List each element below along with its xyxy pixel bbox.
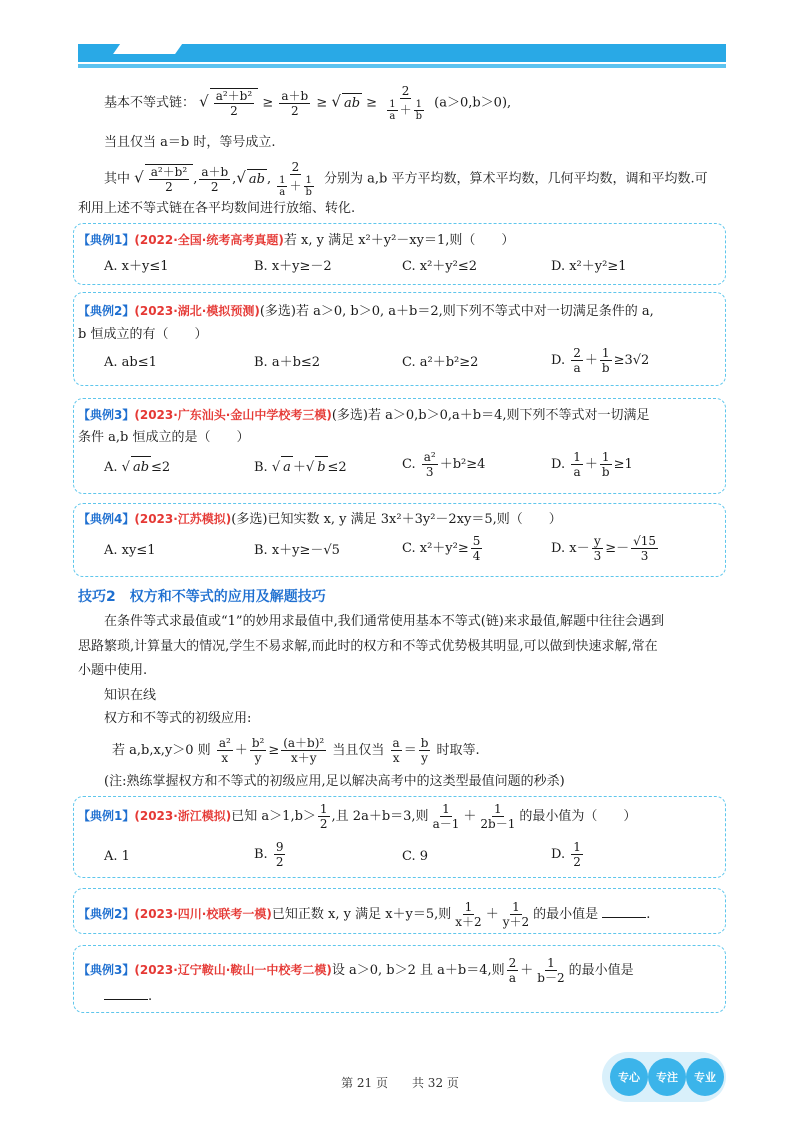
example-7-blank: . [104,986,152,1008]
answer-blank[interactable] [602,905,646,918]
section-paragraph-3: 小题中使用. [78,663,148,678]
section-title: 技巧2 权方和不等式的应用及解题技巧 [78,589,326,605]
example-4-stem: 【典例4】(2023·江苏模拟)(多选)已知实数 x, y 满足 3x²＋3y²－2xy＝5,则（ ） [78,512,562,527]
example-5-stem: 【典例1】(2023·浙江模拟)已知 a＞1,b＞ $\frac{1}{2}$ ,且 2a＋b＝3,则 $\frac{1}{a-1}$ ＋ $\frac{1}{2b-1}$ 的最小值为（ ） [78,802,637,831]
option-c[interactable]: C. x²＋y²≤2 [402,259,478,274]
inequality-chain: 基本不等式链： √ $\frac{\text{a²＋b²}}{2}$ ≥ $\frac{a+b}{2}$ ≥ √ ab ≥ 2 $\frac{1}{a}$ ＋ $\frac{1}{b}$ (a＞0,b＞0), [104,84,512,122]
example-2-stem-cont: b 恒成立的有（ ） [78,327,208,342]
note: (注:熟练掌握权方和不等式的初级应用,足以解决高考中的这类型最值问题的秒杀) [104,774,565,789]
example-1-stem: 【典例1】(2022·全国·统考高考真题)若 x, y 满足 x²＋y²－xy＝1,则（ ） [78,233,515,248]
page-number: 第 21 页 共 32 页 [341,1076,459,1090]
option-c[interactable]: C. x²＋y²≥ $\frac{5}{4}$ [402,534,481,563]
option-b[interactable]: B. a＋b≤2 [254,355,321,370]
option-d[interactable]: D. $\frac{1}{2}$ [551,840,581,869]
badge-attention: 专注 [648,1058,686,1096]
option-d[interactable]: D. x－ $\frac{y}{3}$ ≥－ $\frac{√15}{3}$ [551,534,657,563]
badge-professional: 专业 [686,1058,724,1096]
example-2-stem: 【典例2】(2023·湖北·模拟预测)(多选)若 a＞0, b＞0, a＋b＝2,则下列不等式中对一切满足条件的 a, [78,304,654,319]
option-a[interactable]: A. 1 [104,849,130,864]
option-a[interactable]: A. ab≤1 [104,355,157,370]
badge-focus: 专心 [610,1058,648,1096]
example-3-stem-cont: 条件 a,b 恒成立的是（ ） [78,430,250,445]
answer-blank[interactable] [104,987,148,1000]
option-c[interactable]: C. 9 [402,849,429,864]
knowledge-subheading: 权方和不等式的初级应用: [104,711,252,726]
option-a[interactable]: A. x＋y≤1 [104,259,169,274]
option-b[interactable]: B. x＋y≥－2 [254,259,332,274]
option-c[interactable]: C. $\frac{\text{a²}}{3}$ ＋b²≥4 [402,450,486,479]
option-d[interactable]: D. $\frac{1}{a}$ ＋ $\frac{1}{b}$ ≥1 [551,450,633,479]
option-d[interactable]: D. x²＋y²≥1 [551,259,627,274]
section-paragraph-2: 思路繁琐,计算量大的情况,学生不易求解,而此时的权方和不等式优势极其明显,可以做到快速求解,常在 [78,639,658,654]
option-b[interactable]: B. $\frac{9}{2}$ [254,840,284,869]
example-6-stem: 【典例2】(2023·四川·校联考一模)已知正数 x, y 满足 x＋y＝5,则 $\frac{1}{x+2}$ ＋ $\frac{1}{y+2}$ 的最小值是 . [78,900,651,929]
equality-condition: 当且仅当 a＝b 时，等号成立. [104,135,276,150]
option-c[interactable]: C. a²＋b²≥2 [402,355,479,370]
option-b[interactable]: B. x＋y≥－√5 [254,543,340,558]
example-3-stem: 【典例3】(2023·广东汕头·金山中学校考三模)(多选)若 a＞0,b＞0,a＋b＝4,则下列不等式对一切满足 [78,408,650,423]
power-sum-inequality: 若 a,b,x,y＞0 则 $\frac{\text{a²}}{x}$ ＋ $\frac{\text{b²}}{y}$ ≥ $\frac{\text{(a＋b)²}}{x+y}$ 当且仅当 $\frac{a}{x}$ ＝ $\frac{b}{y}$ 时取等. [112,736,480,765]
option-b[interactable]: B. √ a ＋√ b ≤2 [254,456,347,479]
option-a[interactable]: A. √ ab ≤2 [104,456,170,479]
example-7-stem: 【典例3】(2023·辽宁鞍山·鞍山一中校考二模)设 a＞0, b＞2 且 a＋b＝4,则 $\frac{2}{a}$ ＋ $\frac{1}{b-2}$ 的最小值是 [78,956,634,985]
knowledge-heading: 知识在线 [104,688,157,703]
means-usage: 利用上述不等式链在各平均数间进行放缩、转化. [78,201,356,216]
option-d[interactable]: D. $\frac{2}{a}$ ＋ $\frac{1}{b}$ ≥3√2 [551,346,650,375]
section-paragraph-1: 在条件等式求最值或“1”的妙用求最值中,我们通常使用基本不等式(链)来求最值,解题中往往会遇到 [104,614,664,629]
header-notch [113,40,185,54]
option-a[interactable]: A. xy≤1 [104,543,156,558]
header-underline [78,64,726,68]
means-definition: 其中 √ $\frac{\text{a²＋b²}}{2}$ , $\frac{a+b}{2}$ ,√ ab , 2 $\frac{1}{a}$ ＋ $\frac{1}{b}$ 分别为 a,b 平方平均数，算术平均数，几何平均数，调和平均数.可 [104,160,708,198]
